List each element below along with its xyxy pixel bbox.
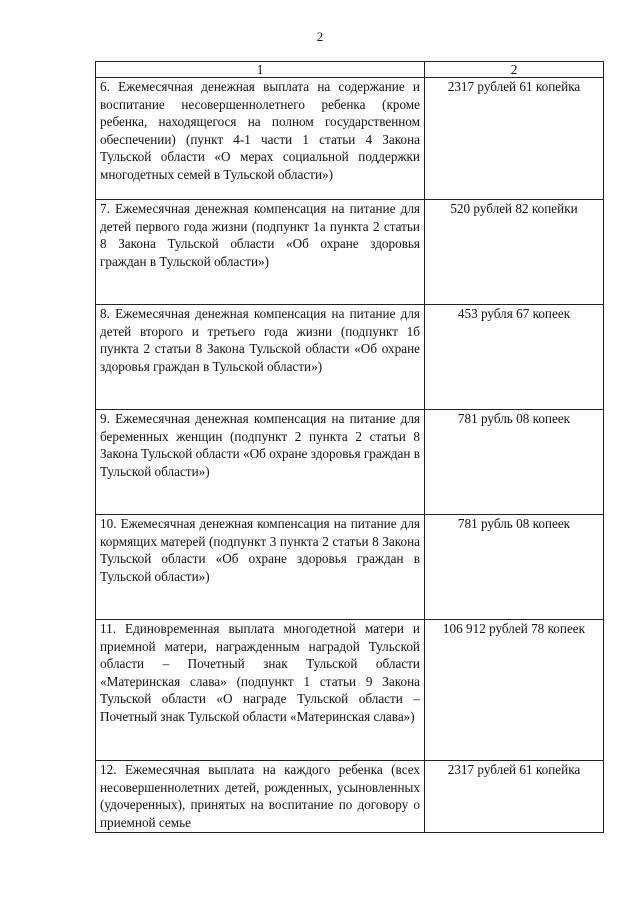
table-row (96, 620, 604, 761)
benefit-amount: 520 рублей 82 копейки (425, 200, 604, 305)
table-row (96, 78, 604, 200)
benefits-table (95, 61, 604, 833)
benefit-description: 12. Ежемесячная выплата на каждого ребенка (всех несовершеннолетних детей, рожденных, усыновленных (удочеренных), принятых на воспитание по договору о приемной семье (96, 761, 425, 833)
benefit-amount: 781 рубль 08 копеек (425, 410, 604, 515)
benefit-amount: 2317 рублей 61 копейка (425, 761, 604, 833)
table-row (96, 761, 604, 833)
benefit-description: 10. Ежемесячная денежная компенсация на питание для кормящих матерей (подпункт 3 пункта 2 статьи 8 Закона Тульской области «Об охране здоровья граждан в Тульской области») (96, 515, 425, 620)
page-number: 2 (316, 29, 324, 44)
benefit-amount: 2317 рублей 61 копейка (425, 78, 604, 200)
table-row (96, 305, 604, 410)
benefit-description: 6. Ежемесячная денежная выплата на содержание и воспитание несовершеннолетнего ребенка (кроме ребенка, находящегося на полном государственном обеспечении) (пункт 4-1 части 1 статьи 4 Закона Тульской области «О мерах социальной поддержки многодетных семей в Тульской области») (96, 78, 425, 200)
table-row (96, 410, 604, 515)
table-row (96, 515, 604, 620)
benefit-amount: 781 рубль 08 копеек (425, 515, 604, 620)
table-row (96, 200, 604, 305)
column-header-2: 2 (425, 62, 604, 78)
benefit-description: 7. Ежемесячная денежная компенсация на питание для детей первого года жизни (подпункт 1а пункта 2 статьи 8 Закона Тульской области «Об охране здоровья граждан в Тульской области») (96, 200, 425, 305)
table-header-row (96, 62, 604, 78)
benefit-amount: 453 рубля 67 копеек (425, 305, 604, 410)
column-header-1: 1 (96, 62, 425, 78)
benefit-amount: 106 912 рублей 78 копеек (425, 620, 604, 761)
benefit-description: 11. Единовременная выплата многодетной матери и приемной матери, награжденным наградой Тульской области – Почетный знак Тульской области «Материнская слава» (подпункт 1 статьи 9 Закона Тульской области «О награде Тульской области – Почетный знак Тульской области «Материнская слава») (96, 620, 425, 761)
benefit-description: 8. Ежемесячная денежная компенсация на питание для детей второго и третьего года жизни (подпункт 1б пункта 2 статьи 8 Закона Тульской области «Об охране здоровья граждан в Тульской области») (96, 305, 425, 410)
benefit-description: 9. Ежемесячная денежная компенсация на питание для беременных женщин (подпункт 2 пункта 2 статьи 8 Закона Тульской области «Об охране здоровья граждан в Тульской области») (96, 410, 425, 515)
